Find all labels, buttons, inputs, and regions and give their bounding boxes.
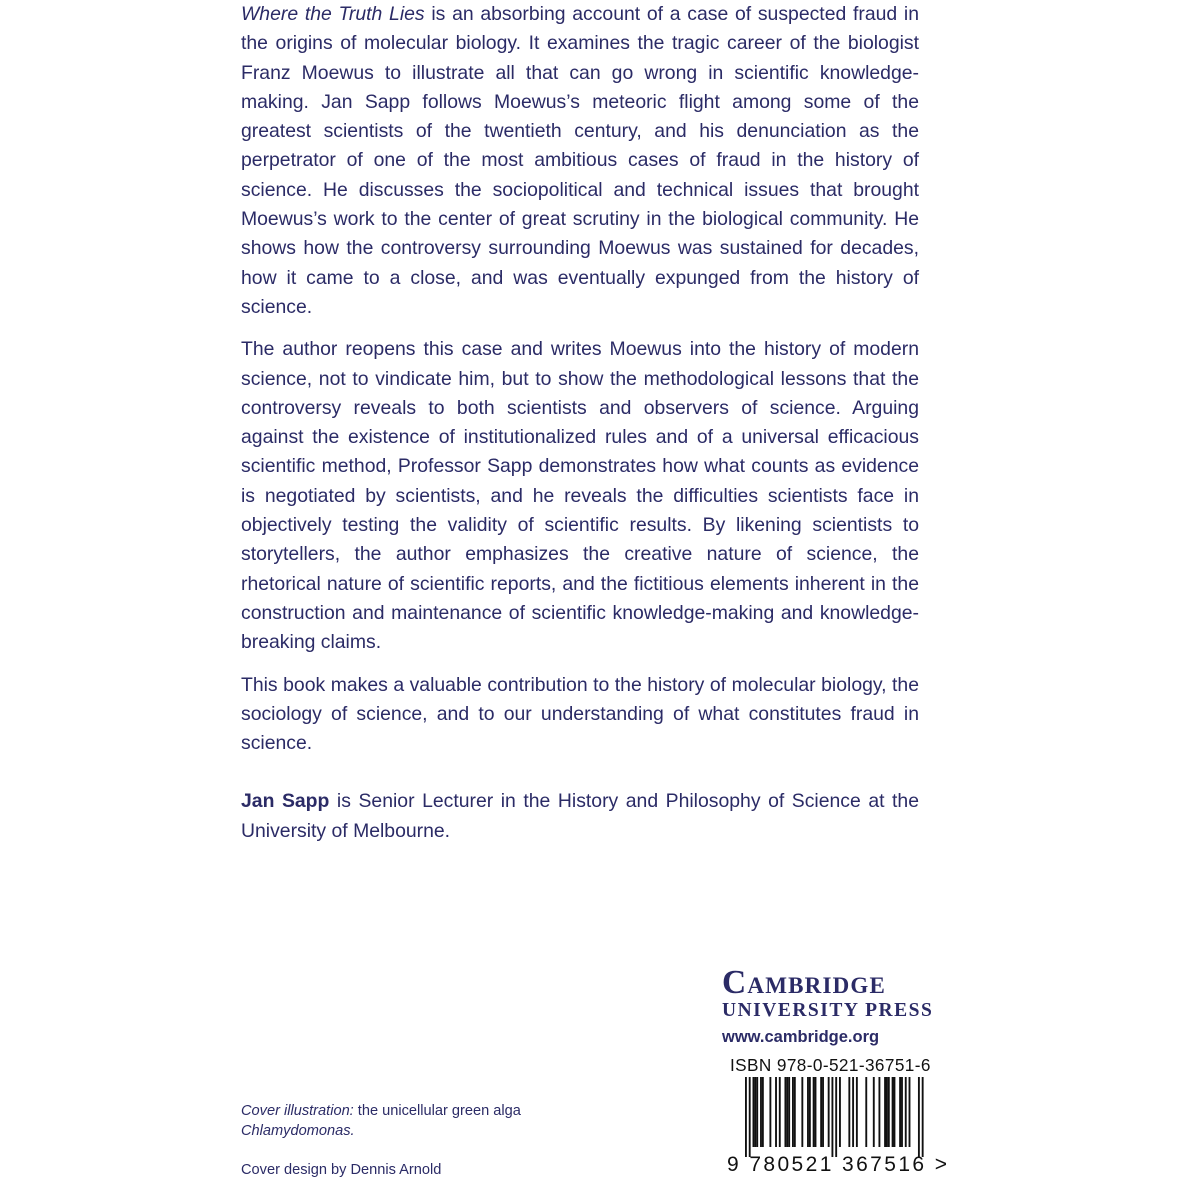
barcode-bar (852, 1077, 854, 1147)
barcode-bar (788, 1077, 790, 1147)
barcode-bar (905, 1077, 907, 1147)
barcode-bar (745, 1077, 747, 1157)
barcode-bar (886, 1077, 888, 1147)
barcode-bar (756, 1077, 758, 1147)
publisher-logo (722, 966, 950, 1049)
back-cover-blurb (241, 0, 919, 859)
author-bio: Jan Sapp is Senior Lecturer in the History and Philosophy of Science at the University of Melbourne. (241, 790, 919, 842)
barcode-bar (856, 1077, 858, 1147)
blurb-paragraph-2: The author reopens this case and writes Moewus into the history of modern science, not to vindicate him, but to show the methodological lessons that the controversy reveals to both scientists and observers of science. Arguing against the existence of institutionalized rules and of a universal efficacious scientific method, Professor Sapp demonstrates how what counts as evidence is negotiated by scientists, and he reveals the difficulties scientists face in objectively testing the validity of scientific results. By likening scientists to storytellers, the author emphasizes the creative nature of science, the rhetorical nature of scientific reports, and the fictitious elements inherent in the construction and maintenance of scientific knowledge-making and knowledge-breaking claims. (241, 338, 919, 654)
cover-credits (241, 1101, 601, 1199)
barcode-bar (775, 1077, 777, 1147)
barcode-bar (918, 1077, 920, 1157)
barcode-bar (801, 1077, 803, 1147)
barcode-bar (769, 1077, 771, 1147)
publisher-name: Cambridge (722, 964, 887, 1001)
barcode-bar (794, 1077, 796, 1147)
barcode-bar (809, 1077, 811, 1147)
isbn-label: ISBN 978-0-521-36751-6 (730, 1055, 931, 1075)
barcode-bar (878, 1077, 880, 1147)
barcode-digits: 9 780521 367516 > (727, 1153, 947, 1175)
barcode-bar (792, 1077, 794, 1147)
barcode-bar (828, 1077, 830, 1147)
publisher-subtitle: UNIVERSITY PRESS (722, 1000, 934, 1021)
barcode-bar (865, 1077, 867, 1147)
barcode-bar (813, 1077, 815, 1147)
barcode-bar (835, 1077, 837, 1157)
barcode-bar (762, 1077, 764, 1147)
barcode-bar (820, 1077, 822, 1147)
cover-illustration-credit: Cover illustration: the unicellular green alga Chlamydomonas. (241, 1103, 521, 1139)
barcode-bar (922, 1077, 924, 1157)
barcode-bar (807, 1077, 809, 1147)
barcode-bar (760, 1077, 762, 1147)
barcode-bar (831, 1077, 833, 1157)
barcode-bar (873, 1077, 875, 1147)
barcode-bar (892, 1077, 894, 1147)
barcode-bar (815, 1077, 817, 1147)
barcode-bar (784, 1077, 786, 1147)
barcode-bar (848, 1077, 850, 1147)
cover-design-credit: Cover design by Dennis Arnold (241, 1162, 442, 1178)
barcode-bar (909, 1077, 911, 1147)
barcode-bar (749, 1077, 751, 1157)
barcode-bar (884, 1077, 886, 1147)
barcode (725, 1077, 951, 1175)
barcode-bar (901, 1077, 903, 1147)
author-name: Jan Sapp (241, 790, 330, 813)
barcode-bar (754, 1077, 756, 1147)
barcode-bar (899, 1077, 901, 1147)
barcode-bar (822, 1077, 824, 1147)
barcode-bar (779, 1077, 781, 1147)
barcode-bar (786, 1077, 788, 1147)
barcode-bar (888, 1077, 890, 1147)
barcode-bars (745, 1077, 924, 1157)
book-title: Where the Truth Lies (241, 3, 425, 25)
blurb-paragraph-1: Where the Truth Lies is an absorbing account of a case of suspected fraud in the origins of molecular biology. It examines the tragic career of the biologist Franz Moewus to illustrate all that can go wrong in scientific knowledge-making. Jan Sapp follows Moewus’s meteoric flight among some of the greatest scientists of the twentieth century, and his denunciation as the perpetrator of one of the most ambitious cases of fraud in the history of science. He discusses the sociopolitical and technical issues that brought Moewus’s work to the center of great scrutiny in the biological community. He shows how the controversy surrounding Moewus was sustained for decades, how it came to a close, and was eventually expunged from the history of science. (241, 3, 919, 318)
barcode-bar (894, 1077, 896, 1147)
publisher-url: www.cambridge.org (722, 1028, 880, 1046)
blurb-paragraph-3: This book makes a valuable contribution to the history of molecular biology, the sociology of science, and to our understanding of what constitutes fraud in science. (241, 673, 919, 755)
barcode-bar (839, 1077, 841, 1147)
barcode-bar (753, 1077, 755, 1147)
